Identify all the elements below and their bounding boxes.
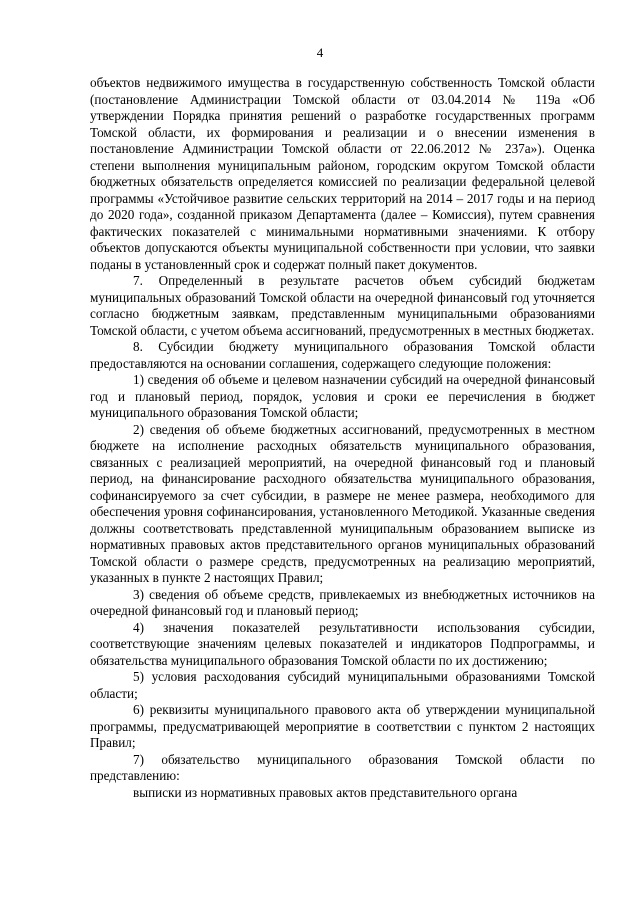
- subitem-8-1: 1) сведения об объеме и целевом назначении субсидий на очередной финансовый год и плановый период, порядок, условия и сроки ее перечисления в бюджет муниципального образования Томской области;: [90, 372, 595, 420]
- paragraph-item-8: 8. Субсидии бюджету муниципального образования Томской области предоставляются на основании соглашения, содержащего следующие положения:: [90, 339, 595, 371]
- subitem-8-2: 2) сведения об объеме бюджетных ассигнований, предусмотренных в местном бюджете на исполнение расходных обязательств муниципального образования, связанных с реализацией мероприятий, на очередной финансовый год и плановый период, на финансирование расходного обязательства муниципального образования, софинансируемого за счет субсидии, в размере не менее размера, необходимого для обеспечения уровня софинансирования, установленного Методикой. Указанные сведения должны соответствовать представленной муниципальным образованием выписке из нормативных правовых актов представительного органов муниципальных образований Томской области о размере средств, предусмотренных на реализацию мероприятий, указанных в пункте 2 настоящих Правил;: [90, 421, 595, 585]
- subitem-8-7-extract: выписки из нормативных правовых актов представительного органа: [133, 784, 518, 800]
- subitem-8-4: 4) значения показателей результативности использования субсидии, соответствующие значениям целевых показателей и индикаторов Подпрограммы, и обязательства муниципального образования Томской области по их достижению;: [90, 619, 595, 668]
- paragraph-item-7: 7. Определенный в результате расчетов объем субсидий бюджетам муниципальных образований Томской области на очередной финансовый год уточняется согласно бюджетным заявкам, представленным муниципальными образованиями Томской области, с учетом объема ассигнований, предусмотренных в местных бюджетах.: [90, 273, 595, 338]
- subitem-8-5: 5) условия расходования субсидий муниципальными образованиями Томской области;: [90, 669, 595, 701]
- subitem-8-7: 7) обязательство муниципального образования Томской области по представлению:: [90, 751, 595, 783]
- document-body: [90, 75, 595, 801]
- subitem-8-3: 3) сведения об объеме средств, привлекаемых из внебюджетных источников на очередной финансовый год и плановый период;: [90, 586, 595, 618]
- page-number: 4: [316, 45, 324, 60]
- subitem-8-6: 6) реквизиты муниципального правового акта об утверждении муниципальной программы, предусматривающей мероприятие в соответствии с пунктом 2 настоящих Правил;: [90, 702, 595, 750]
- paragraph-continuation: объектов недвижимого имущества в государственную собственность Томской области (постановление Администрации Томской области от 03.04.2014 № 119а «Об утверждении Порядка принятия решений о разработке государственных программ Томской области, их формирования и реализации и о внесении изменения в постановление Администрации Томской области от 22.06.2012 № 237а»). Оценка степени выполнения муниципальным районом, городским округом Томской области бюджетных обязательств определяется комиссией по реализации федеральной целевой программы «Устойчивое развитие сельских территорий на 2014 – 2017 годы и на период до 2020 года», созданной приказом Департамента (далее – Комиссия), путем сравнения фактических показателей с минимальными нормативными значениями. К отбору объектов допускаются объекты муниципальной собственности при условии, что заявки поданы в установленный срок и содержат полный пакет документов.: [90, 75, 595, 272]
